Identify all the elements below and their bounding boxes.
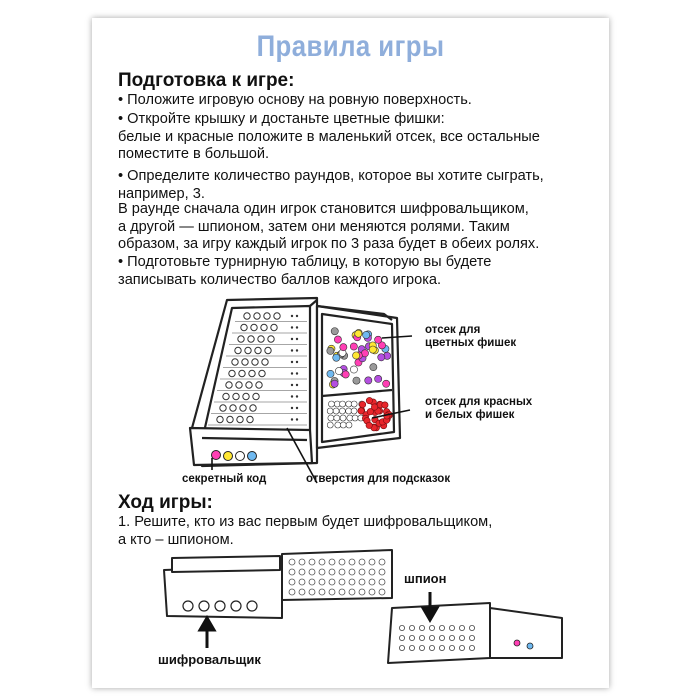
tray-peg <box>369 579 375 585</box>
tray-peg <box>339 569 345 575</box>
spy-board-hole <box>449 645 454 650</box>
section-heading-preparation: Подготовка к игре: <box>118 70 295 91</box>
spy-board-hole <box>419 625 424 630</box>
spy-board-hole <box>409 635 414 640</box>
tray-peg <box>369 559 375 565</box>
label-redwhite-compartment: отсек для красных и белых фишек <box>425 396 533 421</box>
paragraph-roles: В раунде сначала один игрок становится шифровальщиком, а другой — шпионом, затем они меняются ролями. Таким образом, за игру каждый игрок по 3 раза будет в обеих ролях. <box>118 201 540 252</box>
tray-peg <box>369 589 375 595</box>
tray-peg <box>289 579 295 585</box>
label-spy: шпион <box>404 571 447 586</box>
spy-board-hole <box>439 625 444 630</box>
spy-board-hole <box>449 625 454 630</box>
code-peg <box>215 601 225 611</box>
roles-illustration <box>92 18 609 688</box>
spy-board-hole <box>439 645 444 650</box>
tray-peg <box>339 559 345 565</box>
tray-peg <box>299 569 305 575</box>
page-title: Правила игры <box>256 30 445 63</box>
tray-peg <box>299 559 305 565</box>
tray-peg <box>379 559 385 565</box>
paragraph-open-lid: • Откройте крышку и достаньте цветные фишки: белые и красные положите в маленький отсек, все остальные поместите в большой. <box>118 111 540 162</box>
tray-peg <box>369 569 375 575</box>
tray-peg <box>339 589 345 595</box>
spy-board-hole <box>409 645 414 650</box>
spy-board-hole <box>439 635 444 640</box>
label-colored-compartment: отсек для цветных фишек <box>425 324 517 349</box>
tray-peg <box>349 559 355 565</box>
label-coder: шифровальщик <box>158 652 261 667</box>
colored-peg <box>527 643 533 649</box>
colored-peg <box>514 640 520 646</box>
paragraph-decide-roles: 1. Решите, кто из вас первым будет шифровальщиком, а кто – шпионом. <box>118 514 493 548</box>
tray-peg <box>299 589 305 595</box>
code-peg <box>183 601 193 611</box>
spy-board-hole <box>459 625 464 630</box>
spy-board-hole <box>419 645 424 650</box>
spy-board-hole <box>429 635 434 640</box>
spy-board-hole <box>469 625 474 630</box>
label-hint-holes: отверстия для подсказок <box>306 473 451 485</box>
code-peg <box>199 601 209 611</box>
section-heading-gameplay: Ход игры: <box>118 492 213 513</box>
spy-board-hole <box>409 625 414 630</box>
paragraph-rounds: • Определите количество раундов, которое вы хотите сыграть, например, 3. <box>118 168 544 202</box>
spy-board-hole <box>399 625 404 630</box>
spy-board-hole <box>459 645 464 650</box>
tray-peg <box>309 579 315 585</box>
tray-peg <box>359 589 365 595</box>
spy-board-hole <box>469 645 474 650</box>
tray-peg <box>319 559 325 565</box>
code-peg <box>231 601 241 611</box>
tray-peg <box>339 579 345 585</box>
tray-peg <box>319 569 325 575</box>
label-secret-code: секретный код <box>182 473 267 485</box>
tray-peg <box>309 589 315 595</box>
tray-peg <box>329 559 335 565</box>
tray-peg <box>349 579 355 585</box>
spy-board-hole <box>399 645 404 650</box>
tray-peg <box>309 559 315 565</box>
tray-peg <box>309 569 315 575</box>
rules-page <box>92 18 609 688</box>
tray-peg <box>289 589 295 595</box>
paragraph-place-base: • Положите игровую основу на ровную поверхность. <box>118 92 472 108</box>
spy-board-hole <box>399 635 404 640</box>
tray-peg <box>289 569 295 575</box>
spy-board-hole <box>469 635 474 640</box>
tray-peg <box>349 589 355 595</box>
tray-peg <box>319 589 325 595</box>
tray-peg <box>359 579 365 585</box>
tray-peg <box>299 579 305 585</box>
tray-peg <box>349 569 355 575</box>
tray-peg <box>319 579 325 585</box>
tray-peg <box>329 589 335 595</box>
spy-board-hole <box>449 635 454 640</box>
spy-board-hole <box>429 645 434 650</box>
tray-peg <box>329 579 335 585</box>
tray-peg <box>379 579 385 585</box>
paragraph-score-table: • Подготовьте турнирную таблицу, в которую вы будете записывать количество баллов каждого игрока. <box>118 254 492 288</box>
tray-peg <box>359 569 365 575</box>
spy-board-hole <box>419 635 424 640</box>
spy-board-hole <box>429 625 434 630</box>
tray-peg <box>359 559 365 565</box>
tray-peg <box>289 559 295 565</box>
tray-peg <box>329 569 335 575</box>
code-peg <box>247 601 257 611</box>
spy-board-hole <box>459 635 464 640</box>
tray-peg <box>379 569 385 575</box>
tray-peg <box>379 589 385 595</box>
